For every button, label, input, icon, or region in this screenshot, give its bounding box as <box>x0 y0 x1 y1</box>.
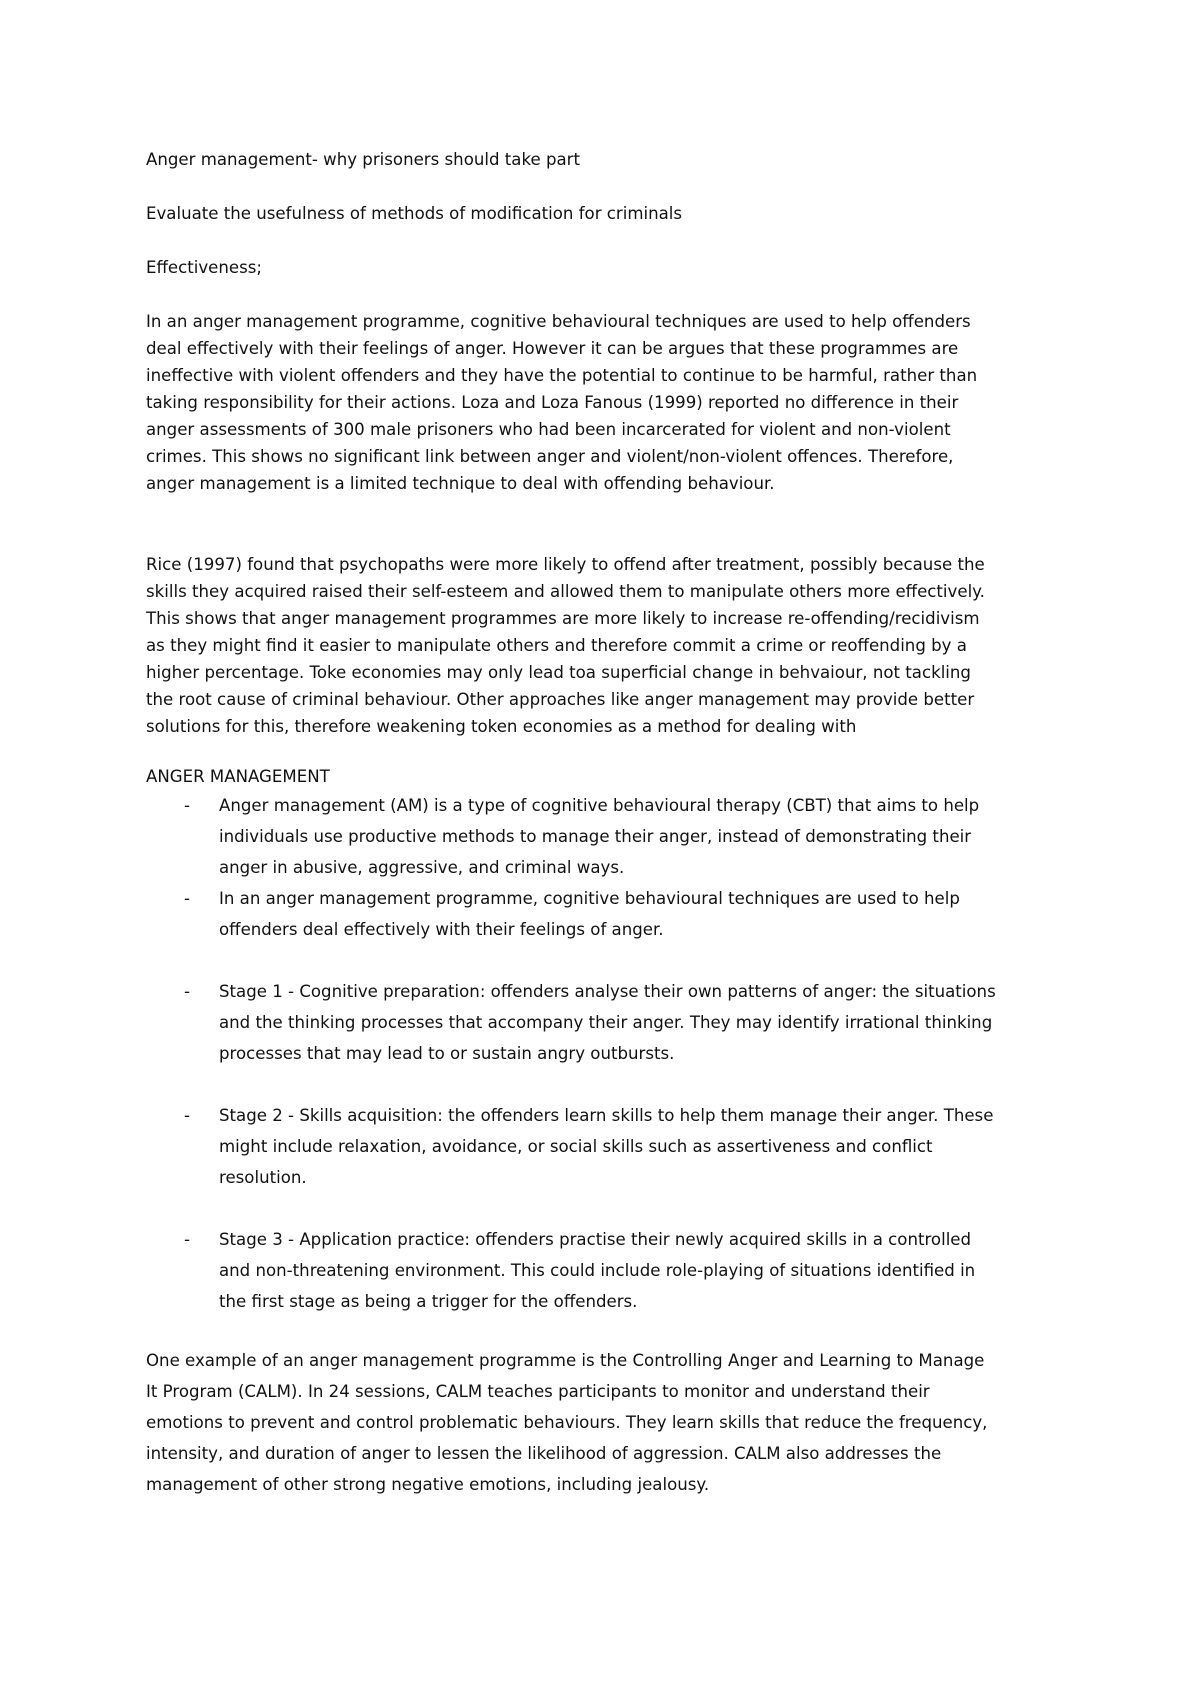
paragraph-line: One example of an anger management programme is the Controlling Anger and Learning to Manage <box>146 1351 985 1370</box>
bullet-dash: - <box>184 1230 190 1249</box>
list-spacer <box>146 1193 1066 1224</box>
bullet-dash: - <box>184 1106 190 1125</box>
list-item <box>146 883 1066 945</box>
document-body <box>146 146 1066 1500</box>
list-item-line: Anger management (AM) is a type of cognitive behavioural therapy (CBT) that aims to help <box>219 796 980 815</box>
paragraph-line: skills they acquired raised their self-esteem and allowed them to manipulate others more effectively. <box>146 582 985 601</box>
anger-management-list <box>146 790 1066 1317</box>
bullet-dash: - <box>184 982 190 1001</box>
document-subtitle: Evaluate the usefulness of methods of modification for criminals <box>146 204 683 223</box>
paragraph-line: crimes. This shows no significant link between anger and violent/non-violent offences. Therefore, <box>146 447 954 466</box>
list-item-line: the first stage as being a trigger for the offenders. <box>219 1292 638 1311</box>
list-item-line: Stage 3 - Application practice: offenders practise their newly acquired skills in a controlled <box>219 1230 972 1249</box>
paragraph-line: deal effectively with their feelings of anger. However it can be argues that these programmes are <box>146 339 959 358</box>
paragraph-line: emotions to prevent and control problematic behaviours. They learn skills that reduce the frequency, <box>146 1413 988 1432</box>
list-item-line: resolution. <box>219 1168 307 1187</box>
list-item-stage-2 <box>146 1100 1066 1193</box>
list-item-line: anger in abusive, aggressive, and criminal ways. <box>219 858 625 877</box>
list-item-line: processes that may lead to or sustain angry outbursts. <box>219 1044 675 1063</box>
list-item-line: and non-threatening environment. This could include role-playing of situations identified in <box>219 1261 976 1280</box>
paragraph-line: Rice (1997) found that psychopaths were more likely to offend after treatment, possibly because the <box>146 555 985 574</box>
paragraph-line: higher percentage. Toke economies may only lead toa superficial change in behvaiour, not tackling <box>146 663 971 682</box>
list-item-line: might include relaxation, avoidance, or social skills such as assertiveness and conflict <box>219 1137 933 1156</box>
paragraph-line: intensity, and duration of anger to lessen the likelihood of aggression. CALM also addresses the <box>146 1444 942 1463</box>
list-spacer <box>146 1069 1066 1100</box>
document-title: Anger management- why prisoners should take part <box>146 150 580 169</box>
paragraph-rice-1997 <box>146 551 1066 740</box>
list-item-line: Stage 2 - Skills acquisition: the offenders learn skills to help them manage their anger. These <box>219 1106 994 1125</box>
paragraph-line: management of other strong negative emotions, including jealousy. <box>146 1475 710 1494</box>
list-item-line: individuals use productive methods to manage their anger, instead of demonstrating their <box>219 827 972 846</box>
heading-anger-management: ANGER MANAGEMENT <box>146 767 330 786</box>
list-item-line: In an anger management programme, cognitive behavioural techniques are used to help <box>219 889 960 908</box>
list-item-stage-3 <box>146 1224 1066 1317</box>
paragraph-line: the root cause of criminal behaviour. Other approaches like anger management may provide better <box>146 690 975 709</box>
bullet-dash: - <box>184 889 190 908</box>
paragraph-line: solutions for this, therefore weakening token economies as a method for dealing with <box>146 717 857 736</box>
paragraph-line: This shows that anger management programmes are more likely to increase re-offending/recidivism <box>146 609 980 628</box>
list-spacer <box>146 945 1066 976</box>
paragraph-line: ineffective with violent offenders and they have the potential to continue to be harmful, rather than <box>146 366 978 385</box>
list-item <box>146 790 1066 883</box>
list-item-stage-1 <box>146 976 1066 1069</box>
paragraph-calm-program <box>146 1345 1066 1500</box>
list-item-line: Stage 1 - Cognitive preparation: offenders analyse their own patterns of anger: the situations <box>219 982 996 1001</box>
paragraph-line: as they might find it easier to manipulate others and therefore commit a crime or reoffending by a <box>146 636 967 655</box>
section-label-effectiveness: Effectiveness; <box>146 258 263 277</box>
list-item-line: offenders deal effectively with their feelings of anger. <box>219 920 664 939</box>
paragraph-line: anger assessments of 300 male prisoners who had been incarcerated for violent and non-violent <box>146 420 951 439</box>
bullet-dash: - <box>184 796 190 815</box>
paragraph-line: It Program (CALM). In 24 sessions, CALM teaches participants to monitor and understand their <box>146 1382 930 1401</box>
paragraph-line: anger management is a limited technique to deal with offending behaviour. <box>146 474 775 493</box>
paragraph-effectiveness <box>146 308 1066 497</box>
list-item-line: and the thinking processes that accompany their anger. They may identify irrational thinking <box>219 1013 993 1032</box>
paragraph-line: In an anger management programme, cognitive behavioural techniques are used to help offenders <box>146 312 971 331</box>
paragraph-line: taking responsibility for their actions. Loza and Loza Fanous (1999) reported no difference in their <box>146 393 959 412</box>
